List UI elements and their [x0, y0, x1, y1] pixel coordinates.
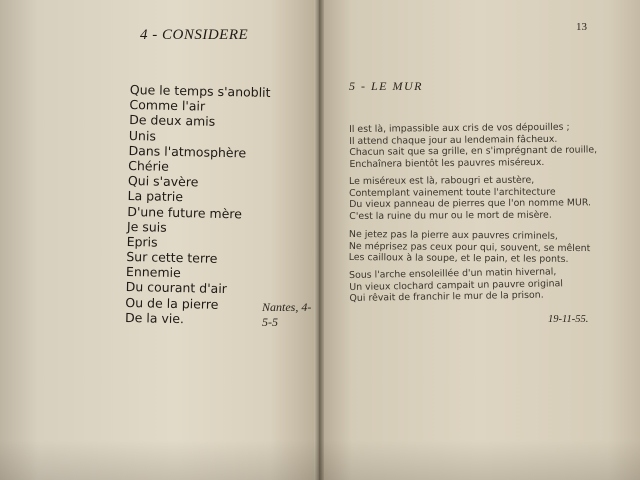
poem-line: Contemplant vainement toute l'architecture	[349, 186, 556, 199]
poem-line: Enchaînera bientôt les pauvres miséreux.	[349, 156, 545, 170]
poem-line: C'est la ruine du mur ou le mort de misère.	[349, 209, 552, 223]
poem-line: La patrie	[127, 188, 184, 205]
stanza	[349, 121, 597, 170]
poem-line: Ne méprisez pas ceux pour qui, souvent, se mêlent	[348, 240, 591, 254]
stanza	[349, 175, 597, 223]
poem-line: Epris	[126, 233, 158, 250]
left-poem-body	[125, 82, 271, 328]
poem-line: D'une future mère	[127, 203, 243, 221]
poem-line: Un vieux clochard campait un pauvre original	[349, 277, 563, 293]
poem-line: Sous l'arche ensoleillée d'un matin hivernal,	[349, 265, 557, 281]
book-gutter	[314, 0, 324, 480]
right-poem-date: 19-11-55.	[548, 314, 589, 325]
left-poem-title: 4 - CONSIDERE	[140, 27, 249, 43]
poem-line: De deux amis	[129, 112, 216, 130]
poem-line: Comme l'air	[129, 97, 206, 114]
poem-line: Sur cette terre	[126, 249, 218, 266]
poem-line: Que le temps s'anoblit	[129, 82, 271, 100]
left-page	[0, 0, 318, 480]
poem-line: Du vieux panneau de pierres que l'on nomme MUR.	[349, 197, 592, 211]
left-poem-signature: Nantes, 4-5-5	[262, 300, 312, 329]
right-poem-body	[348, 121, 598, 310]
poem-line: Qui s'avère	[127, 173, 199, 190]
poem-line: Unis	[128, 127, 157, 144]
poem-line: Je suis	[126, 218, 167, 235]
poem-line: Ne jetez pas la pierre aux pauvres criminels,	[348, 228, 558, 242]
page-shadow	[0, 440, 640, 480]
poem-line: Chacun sait que sa grille, en s'imprégnant de rouille,	[349, 144, 598, 159]
poem-line: Ennemie	[125, 264, 181, 281]
poem-line: De la vie.	[124, 309, 185, 326]
poem-line: Les cailloux à la soupe, et le pain, et les ponts.	[348, 251, 569, 265]
poem-line: Du courant d'air	[125, 279, 228, 297]
poem-line: Il est là, impassible aux cris de vos dépouilles ;	[349, 121, 570, 135]
right-poem-title: 5 - LE MUR	[349, 79, 423, 93]
stanza	[349, 265, 597, 304]
poem-line: Le miséreux est là, rabougri et austère,	[349, 175, 535, 188]
page-number: 13	[576, 21, 587, 33]
poem-line: Il attend chaque jour au lendemain fâcheux.	[349, 133, 558, 147]
stanza	[349, 229, 597, 266]
poem-line: Chérie	[128, 157, 170, 174]
poem-line: Dans l'atmosphère	[128, 142, 247, 161]
poem-line: Ou de la pierre	[125, 294, 219, 312]
poem-line: Qui rêvait de franchir le mur de la prison.	[349, 289, 544, 304]
